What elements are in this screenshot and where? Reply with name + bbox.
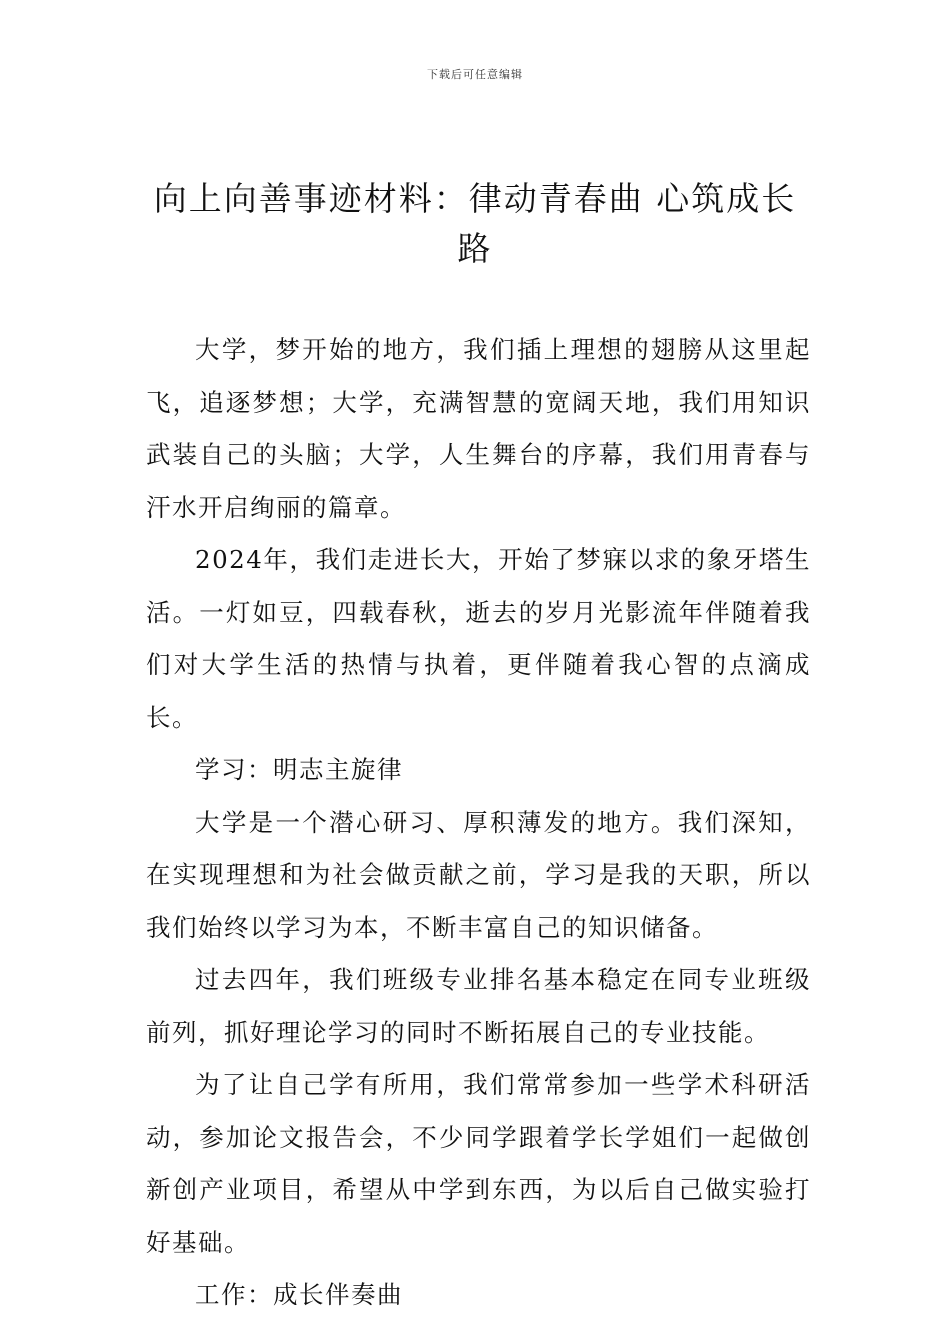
paragraph-ranking: 过去四年，我们班级专业排名基本稳定在同专业班级前列，抓好理论学习的同时不断拓展自己的专业技能。 xyxy=(146,965,811,1047)
page-header-note: 下载后可任意编辑 xyxy=(427,68,523,81)
section-heading-work: 工作：成长伴奏曲 xyxy=(195,1280,403,1309)
section-heading-study: 学习：明志主旋律 xyxy=(195,755,403,784)
paragraph-2024: 2024年，我们走进长大，开始了梦寐以求的象牙塔生活。一灯如豆，四载春秋，逝去的岁月光影流年伴随着我们对大学生活的热情与执着，更伴随着我心智的点滴成长。 xyxy=(146,545,811,732)
paragraph-intro: 大学，梦开始的地方，我们插上理想的翅膀从这里起飞，追逐梦想；大学，充满智慧的宽阔天地，我们用知识武装自己的头脑；大学，人生舞台的序幕，我们用青春与汗水开启绚丽的篇章。 xyxy=(146,335,811,522)
document-body xyxy=(146,324,811,1322)
document-title: 向上向善事迹材料：律动青春曲 心筑成长路 xyxy=(153,179,797,268)
paragraph-study: 大学是一个潜心研习、厚积薄发的地方。我们深知，在实现理想和为社会做贡献之前，学习是我的天职，所以我们始终以学习为本，不断丰富自己的知识储备。 xyxy=(146,807,811,942)
paragraph-research: 为了让自己学有所用，我们常常参加一些学术科研活动，参加论文报告会，不少同学跟着学长学姐们一起做创新创产业项目，希望从中学到东西，为以后自己做实验打好基础。 xyxy=(146,1070,811,1257)
